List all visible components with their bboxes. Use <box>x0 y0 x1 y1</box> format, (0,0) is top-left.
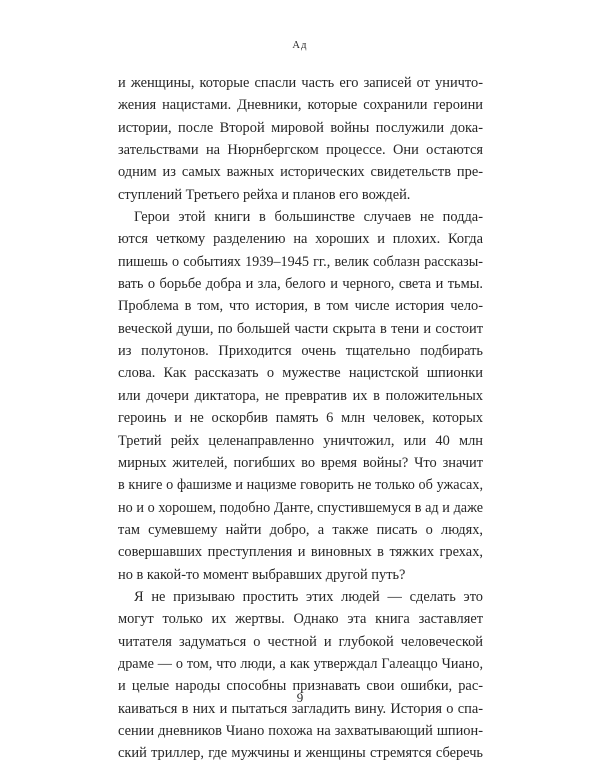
text-line: Герои этой книги в большинстве случаев не подда- <box>134 209 483 226</box>
text-line: читателя задуматься о честной и глубокой человеческой <box>118 633 483 650</box>
text-line: там сумевшему найти добро, а также писать о людях, <box>118 521 483 538</box>
text-line: драме — о том, что люди, а как утверждал Галеаццо Чиано, <box>118 655 483 672</box>
text-line: зательствами на Нюрнбергском процессе. Они остаются <box>118 142 483 159</box>
text-line: но в какой-то момент выбравших другой путь? <box>118 566 406 583</box>
text-line: каиваться в них и пытаться загладить вину. История о спа- <box>118 700 483 717</box>
text-line: истории, после Второй мировой войны послужили дока- <box>118 119 483 136</box>
text-line: и целые народы способны признавать свои ошибки, рас- <box>118 678 483 695</box>
text-line: или дочери диктатора, не превратив их в положительных <box>118 387 483 404</box>
text-line: пишешь о событиях 1939–1945 гг., велик соблазн рассказы- <box>118 253 483 270</box>
text-line: ский триллер, где мужчины и женщины стремятся сберечь <box>118 745 483 762</box>
paragraph-3 <box>118 586 483 765</box>
text-line: ются четкому разделению на хороших и плохих. Когда <box>118 231 483 248</box>
text-line: жения нацистами. Дневники, которые сохранили героини <box>118 97 483 114</box>
body-text <box>118 72 483 765</box>
page-number: 9 <box>296 690 304 705</box>
running-head: Ад <box>292 40 308 51</box>
text-line: веческой души, по большей части скрыта в тени и состоит <box>118 320 483 337</box>
text-line: вать о борьбе добра и зла, белого и черного, света и тьмы. <box>118 276 483 293</box>
text-line: Третий рейх целенаправленно уничтожил, или 40 млн <box>118 432 483 449</box>
text-line: в книге о фашизме и нацизме говорить не только об ужасах, <box>118 477 483 494</box>
text-line: мирных жителей, погибших во время войны? Что значит <box>118 454 483 471</box>
text-line: героинь и не оскорбив память 6 млн человек, которых <box>118 410 483 427</box>
paragraph-1 <box>118 72 483 206</box>
text-line: слова. Как рассказать о мужестве нацистской шпионки <box>118 365 483 382</box>
text-line: но и о хорошем, подобно Данте, спустившемуся в ад и даже <box>118 499 483 516</box>
text-line: из полутонов. Приходится очень тщательно подбирать <box>118 343 483 360</box>
text-line: совершавших преступления и виновных в тяжких грехах, <box>118 544 483 561</box>
text-line: одним из самых важных исторических свидетельств пре- <box>118 164 483 181</box>
paragraph-2 <box>118 206 483 586</box>
text-line: ступлений Третьего рейха и планов его вождей. <box>118 186 411 203</box>
text-line: сении дневников Чиано похожа на захватывающий шпион- <box>118 722 483 739</box>
text-line: Проблема в том, что история, в том числе история чело- <box>118 298 483 315</box>
text-line: могут только их жертвы. Однако эта книга заставляет <box>118 611 483 628</box>
text-line: Я не призываю простить этих людей — сделать это <box>134 588 483 605</box>
text-line: и женщины, которые спасли часть его записей от уничто- <box>118 75 483 91</box>
